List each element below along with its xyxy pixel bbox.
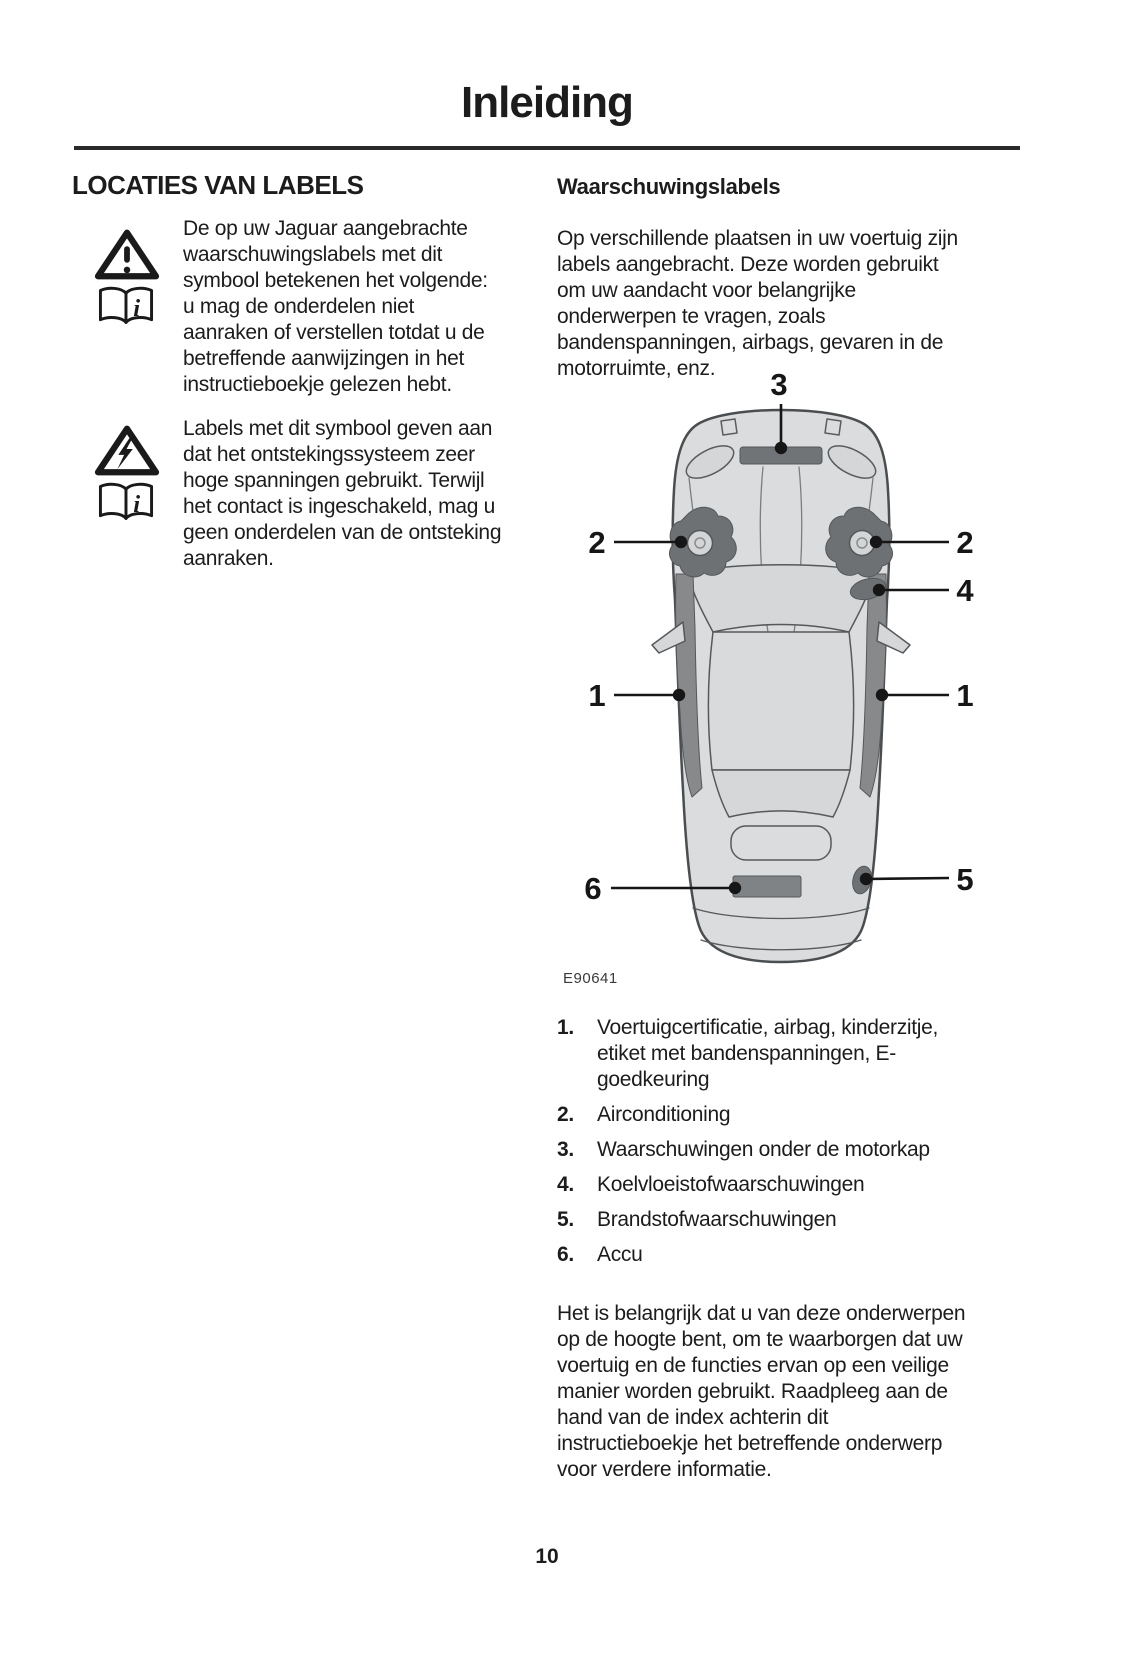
- legend-item-text: Brandstofwaarschuwingen: [597, 1208, 837, 1231]
- svg-text:i: i: [133, 491, 141, 519]
- callout-1-left: [588, 678, 685, 713]
- callout-1-number: 1: [588, 678, 606, 713]
- warning-note-1: [72, 216, 502, 398]
- note-2-text: Labels met dit symbool geven aan dat het ontstekingssysteem zeer hoge spanningen gebruikt. Terwijl het contact is ingeschakeld, mag u geen onderdelen van de ontsteking aanraken.: [183, 417, 502, 570]
- callout-5: [860, 862, 974, 897]
- legend-item-number: 4.: [557, 1173, 574, 1196]
- note-2-icons: [72, 416, 183, 572]
- legend-item-number: 1.: [557, 1016, 574, 1039]
- handbook-info-icon: [93, 285, 159, 327]
- legend-item-4: [557, 1172, 972, 1198]
- legend-item-2: [557, 1102, 972, 1128]
- roof: [708, 632, 853, 770]
- legend-item-1: [557, 1015, 972, 1093]
- callout-4-number: 4: [956, 573, 974, 608]
- left-column-heading: LOCATIES VAN LABELS: [72, 170, 364, 200]
- callout-6-number: 6: [584, 871, 602, 906]
- legend-item-text: Waarschuwingen onder de motorkap: [597, 1138, 930, 1161]
- high-voltage-triangle-icon: [92, 422, 162, 478]
- legend-item-text: Accu: [597, 1243, 643, 1266]
- title-divider: [74, 146, 1020, 150]
- legend-item-6: [557, 1242, 972, 1268]
- legend-item-number: 5.: [557, 1208, 574, 1231]
- callout-1-right: [876, 678, 974, 713]
- car-top-view-diagram: [535, 360, 977, 976]
- label-legend: [557, 1015, 972, 1277]
- label-patch-6: [733, 876, 801, 897]
- rear-window: [712, 770, 850, 817]
- figure-code: E90641: [563, 970, 618, 987]
- legend-item-number: 2.: [557, 1103, 574, 1126]
- legend-item-text: Voertuigcertificatie, airbag, kinderzitje, etiket met bandenspanningen, E-goedkeuring: [597, 1016, 939, 1091]
- warning-note-2: [72, 416, 502, 572]
- legend-item-text: Airconditioning: [597, 1103, 731, 1126]
- note-1-text: De op uw Jaguar aangebrachte waarschuwingslabels met dit symbool betekenen het volgende: u mag de onderdelen niet aanraken of verstellen totdat u de betreffende aanwijzingen in het instructieboekje gelezen hebt.: [183, 217, 488, 396]
- right-column-heading: Waarschuwingslabels: [557, 174, 781, 199]
- front-notch-right: [825, 419, 841, 435]
- legend-item-3: [557, 1137, 972, 1163]
- legend-item-number: 3.: [557, 1138, 574, 1161]
- callout-1-number: 1: [956, 678, 974, 713]
- page-title: Inleiding: [461, 78, 633, 127]
- legend-item-5: [557, 1207, 972, 1233]
- legend-item-text: Koelvloeistofwaarschuwingen: [597, 1173, 865, 1196]
- note-1-icons: [72, 216, 183, 398]
- callout-5-number: 5: [956, 862, 974, 897]
- legend-item-number: 6.: [557, 1243, 574, 1266]
- front-notch-left: [721, 419, 737, 435]
- callout-3-number: 3: [770, 367, 788, 402]
- warning-triangle-icon: [92, 226, 162, 282]
- page-number: 10: [535, 1545, 559, 1568]
- svg-text:i: i: [133, 295, 141, 323]
- handbook-info-icon: [93, 481, 159, 523]
- intro-paragraph: Op verschillende plaatsen in uw voertuig zijn labels aangebracht. Deze worden gebruikt om uw aandacht voor belangrijke onderwerpen te vragen, zoals bandenspanningen, airbags, gevaren in de motorruimte, enz.: [557, 227, 958, 380]
- outro-paragraph: Het is belangrijk dat u van deze onderwerpen op de hoogte bent, om te waarborgen dat uw voertuig en de functies ervan op een veilige manier worden gebruikt. Raadpleeg aan de hand van de index achterin dit instructieboekje het betreffende onderwerp voor verdere informatie.: [557, 1302, 966, 1481]
- callout-2-number: 2: [956, 525, 974, 560]
- callout-2-number: 2: [588, 525, 606, 560]
